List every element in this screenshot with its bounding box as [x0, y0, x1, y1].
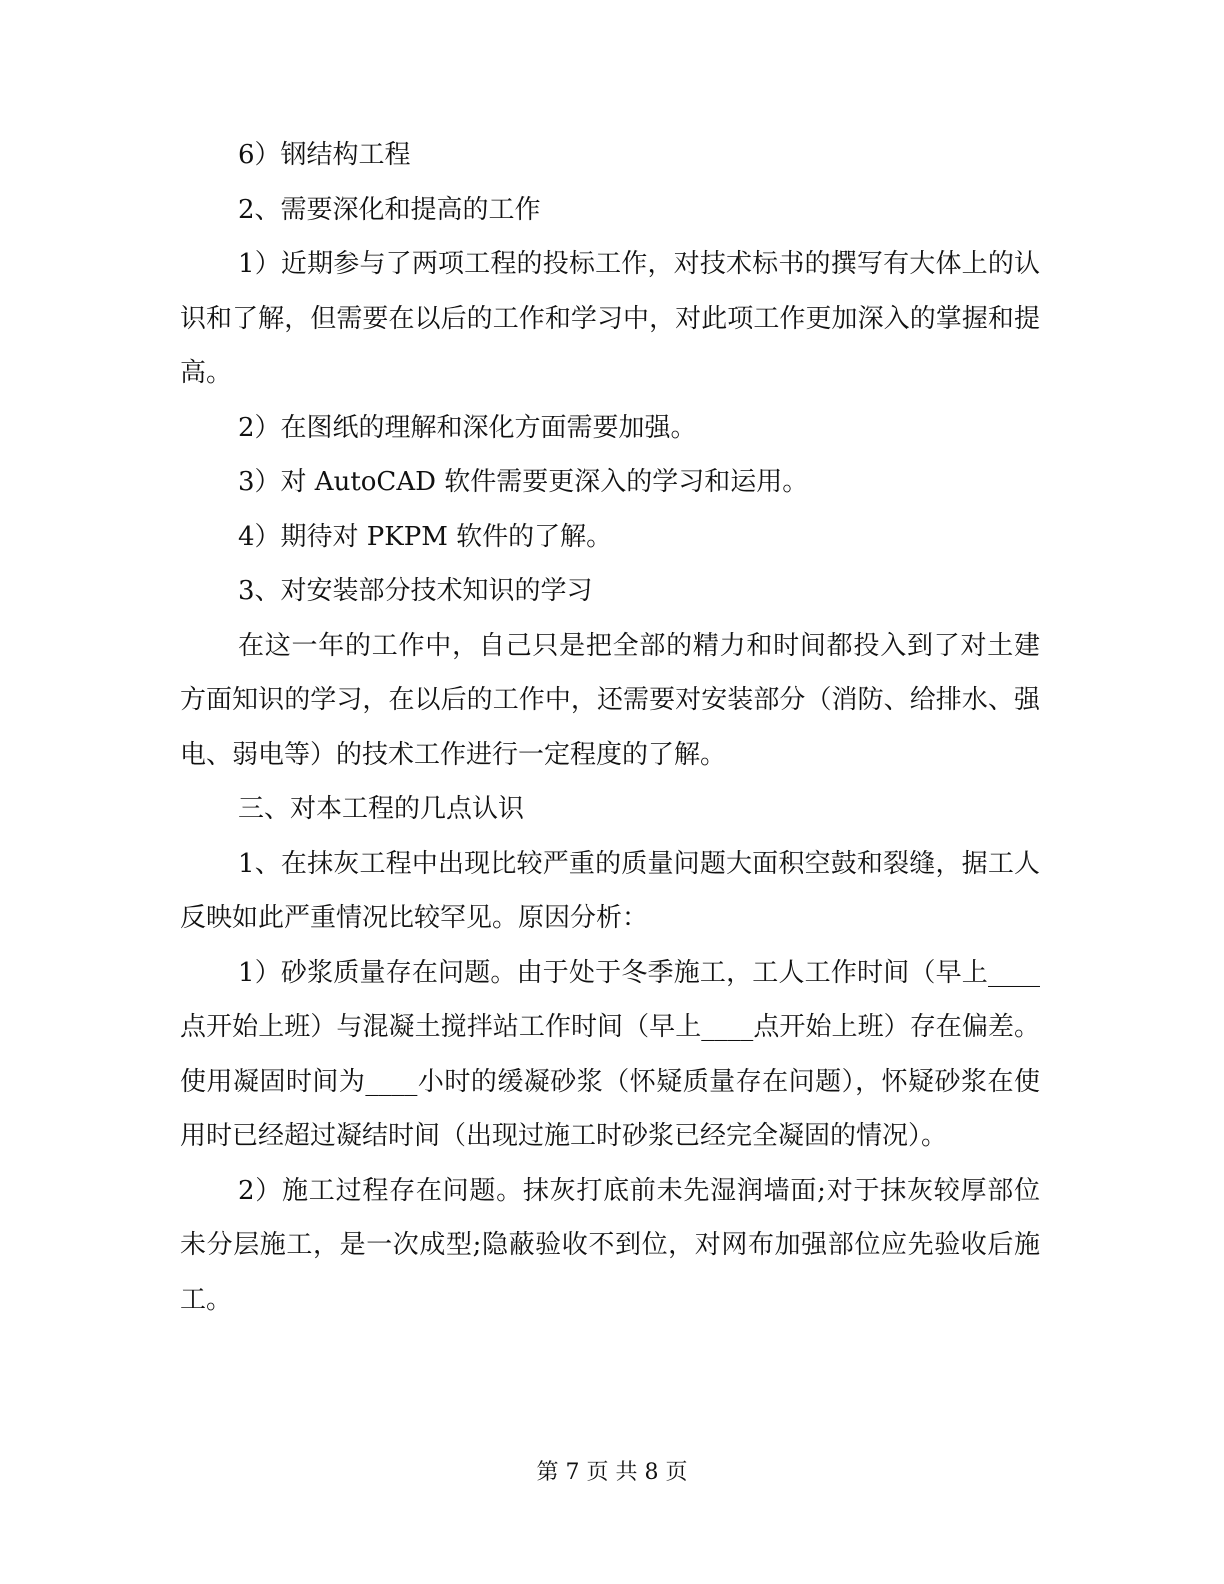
paragraph-plastering-issue: 1、在抹灰工程中出现比较严重的质量问题大面积空鼓和裂缝，据工人反映如此严重情况比较罕见。原因分析：	[180, 848, 1040, 933]
paragraph-mortar-quality: 1）砂浆质量存在问题。由于处于冬季施工，工人工作时间（早上____点开始上班）与混凝土搅拌站工作时间（早上____点开始上班）存在偏差。使用凝固时间为____小时的缓凝砂浆（怀疑质量存在问题），怀疑砂浆在使用时已经超过凝结时间（出现过施工时砂浆已经完全凝固的情况）。	[180, 957, 1040, 1151]
paragraph-construction-process: 2）施工过程存在问题。抹灰打底前未先湿润墙面;对于抹灰较厚部位未分层施工，是一次成型;隐蔽验收不到位，对网布加强部位应先验收后施工。	[180, 1175, 1040, 1315]
paragraph-item-4-pkpm: 4）期待对 PKPM 软件的了解。	[238, 521, 613, 552]
paragraph-item-1-bidding: 1）近期参与了两项工程的投标工作，对技术标书的撰写有大体上的认识和了解，但需要在以后的工作和学习中，对此项工作更加深入的掌握和提高。	[180, 249, 1040, 388]
section-heading-3: 3、对安装部分技术知识的学习	[238, 576, 593, 606]
paragraph-item-2-drawings: 2）在图纸的理解和深化方面需要加强。	[238, 412, 697, 443]
chapter-heading-3: 三、对本工程的几点认识	[238, 794, 525, 824]
page-number-footer: 第 7 页 共 8 页	[536, 1460, 688, 1485]
paragraph-item-6: 6）钢结构工程	[238, 140, 411, 170]
paragraph-item-3-autocad: 3）对 AutoCAD 软件需要更深入的学习和运用。	[238, 467, 809, 497]
document-body	[180, 128, 1040, 1327]
paragraph-installation: 在这一年的工作中，自己只是把全部的精力和时间都投入到了对土建方面知识的学习，在以后的工作中，还需要对安装部分（消防、给排水、强电、弱电等）的技术工作进行一定程度的了解。	[180, 630, 1040, 770]
section-heading-2: 2、需要深化和提高的工作	[238, 194, 541, 225]
